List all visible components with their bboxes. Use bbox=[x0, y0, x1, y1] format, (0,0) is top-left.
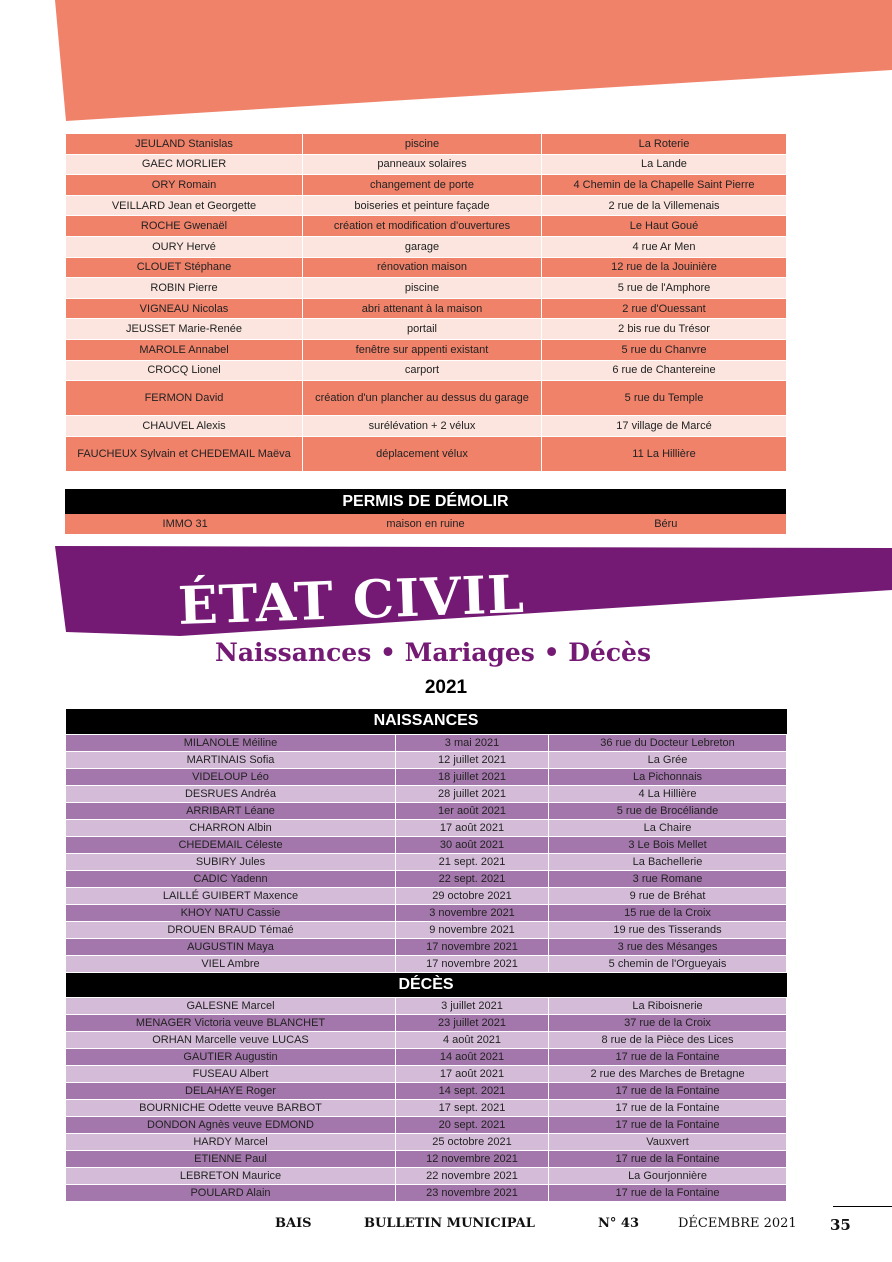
cell-name: BOURNICHE Odette veuve BARBOT bbox=[66, 1099, 396, 1116]
table-row bbox=[66, 154, 787, 175]
footer-date: DÉCEMBRE 2021 bbox=[678, 1216, 797, 1231]
cell-detail: 17 novembre 2021 bbox=[396, 955, 549, 972]
cell-address: 17 rue de la Fontaine bbox=[549, 1116, 787, 1133]
table-row bbox=[66, 836, 787, 853]
cell-detail: 3 juillet 2021 bbox=[396, 997, 549, 1014]
cell-detail: 23 juillet 2021 bbox=[396, 1014, 549, 1031]
cell-name: IMMO 31 bbox=[162, 518, 208, 530]
cell-address: 3 Le Bois Mellet bbox=[549, 836, 787, 853]
cell-address: 19 rue des Tisserands bbox=[549, 921, 787, 938]
table-row bbox=[66, 802, 787, 819]
table-row bbox=[66, 785, 787, 802]
cell-address: 2 rue d'Ouessant bbox=[542, 298, 787, 319]
permis-demolir-title: PERMIS DE DÉMOLIR bbox=[65, 489, 786, 514]
cell-detail: 25 octobre 2021 bbox=[396, 1133, 549, 1150]
cell-detail: fenêtre sur appenti existant bbox=[303, 339, 542, 360]
cell-address: 17 rue de la Fontaine bbox=[549, 1150, 787, 1167]
table-row bbox=[65, 514, 786, 534]
etat-civil-table bbox=[65, 709, 787, 1202]
cell-detail: 14 sept. 2021 bbox=[396, 1082, 549, 1099]
cell-address: 2 bis rue du Trésor bbox=[542, 319, 787, 340]
cell-name: CROCQ Lionel bbox=[66, 360, 303, 381]
table-row bbox=[66, 175, 787, 196]
cell-name: CHARRON Albin bbox=[66, 819, 396, 836]
cell-detail: changement de porte bbox=[303, 175, 542, 196]
naissances-header: NAISSANCES bbox=[66, 709, 787, 734]
table-row bbox=[66, 938, 787, 955]
cell-address: 2 rue des Marches de Bretagne bbox=[549, 1065, 787, 1082]
cell-address: 8 rue de la Pièce des Lices bbox=[549, 1031, 787, 1048]
cell-detail: 28 juillet 2021 bbox=[396, 785, 549, 802]
cell-address: 3 rue Romane bbox=[549, 870, 787, 887]
cell-address: Vauxvert bbox=[549, 1133, 787, 1150]
table-row bbox=[66, 997, 787, 1014]
cell-name: CHAUVEL Alexis bbox=[66, 416, 303, 437]
cell-detail: déplacement vélux bbox=[303, 436, 542, 471]
cell-detail: 23 novembre 2021 bbox=[396, 1184, 549, 1201]
cell-detail: piscine bbox=[303, 134, 542, 155]
cell-detail: 17 août 2021 bbox=[396, 1065, 549, 1082]
cell-detail: 17 novembre 2021 bbox=[396, 938, 549, 955]
cell-address: 5 chemin de l'Orgueyais bbox=[549, 955, 787, 972]
cell-name: MENAGER Victoria veuve BLANCHET bbox=[66, 1014, 396, 1031]
cell-address: 4 rue Ar Men bbox=[542, 236, 787, 257]
cell-name: AUGUSTIN Maya bbox=[66, 938, 396, 955]
table-row bbox=[66, 1014, 787, 1031]
cell-address: 5 rue de Brocéliande bbox=[549, 802, 787, 819]
cell-address: 5 rue de l'Amphore bbox=[542, 278, 787, 299]
cell-detail: 22 sept. 2021 bbox=[396, 870, 549, 887]
cell-detail: 12 juillet 2021 bbox=[396, 751, 549, 768]
cell-work: maison en ruine bbox=[386, 518, 465, 530]
cell-name: GALESNE Marcel bbox=[66, 997, 396, 1014]
cell-address: La Roterie bbox=[542, 134, 787, 155]
cell-address: 15 rue de la Croix bbox=[549, 904, 787, 921]
cell-name: MARTINAIS Sofia bbox=[66, 751, 396, 768]
cell-detail: 22 novembre 2021 bbox=[396, 1167, 549, 1184]
cell-address: Béru bbox=[654, 518, 678, 530]
table-row bbox=[66, 1082, 787, 1099]
cell-detail: garage bbox=[303, 236, 542, 257]
permis-demolir-section bbox=[65, 489, 786, 534]
table-row bbox=[66, 339, 787, 360]
cell-detail: 3 novembre 2021 bbox=[396, 904, 549, 921]
cell-detail: 21 sept. 2021 bbox=[396, 853, 549, 870]
table-row bbox=[66, 1031, 787, 1048]
table-row bbox=[66, 236, 787, 257]
table-row bbox=[66, 278, 787, 299]
cell-address: 17 village de Marcé bbox=[542, 416, 787, 437]
cell-address: La Bachellerie bbox=[549, 853, 787, 870]
cell-name: DROUEN BRAUD Témaé bbox=[66, 921, 396, 938]
table-row bbox=[66, 1184, 787, 1201]
cell-detail: carport bbox=[303, 360, 542, 381]
cell-name: JEULAND Stanislas bbox=[66, 134, 303, 155]
cell-detail: portail bbox=[303, 319, 542, 340]
cell-name: VIDELOUP Léo bbox=[66, 768, 396, 785]
footer-town: BAIS bbox=[275, 1216, 312, 1231]
cell-name: DELAHAYE Roger bbox=[66, 1082, 396, 1099]
table-row bbox=[66, 1048, 787, 1065]
cell-name: VIGNEAU Nicolas bbox=[66, 298, 303, 319]
cell-name: LAILLÉ GUIBERT Maxence bbox=[66, 887, 396, 904]
etat-civil-title: ÉTAT CIVIL bbox=[177, 563, 526, 638]
cell-detail: 14 août 2021 bbox=[396, 1048, 549, 1065]
table-row bbox=[66, 853, 787, 870]
deces-header: DÉCÈS bbox=[66, 972, 787, 997]
etat-civil-year: 2021 bbox=[424, 677, 468, 698]
table-row bbox=[66, 195, 787, 216]
table-row bbox=[66, 216, 787, 237]
cell-address: 17 rue de la Fontaine bbox=[549, 1184, 787, 1201]
cell-detail: abri attenant à la maison bbox=[303, 298, 542, 319]
table-row bbox=[66, 955, 787, 972]
table-row bbox=[66, 1150, 787, 1167]
cell-name: ROCHE Gwenaël bbox=[66, 216, 303, 237]
cell-address: 6 rue de Chantereine bbox=[542, 360, 787, 381]
etat-civil-subtitle: Naissances • Mariages • Décès bbox=[215, 638, 652, 667]
cell-detail: 1er août 2021 bbox=[396, 802, 549, 819]
cell-detail: 4 août 2021 bbox=[396, 1031, 549, 1048]
table-row bbox=[66, 1167, 787, 1184]
cell-name: VEILLARD Jean et Georgette bbox=[66, 195, 303, 216]
table-row bbox=[66, 298, 787, 319]
cell-detail: piscine bbox=[303, 278, 542, 299]
cell-address: 3 rue des Mésanges bbox=[549, 938, 787, 955]
cell-address: 12 rue de la Jouinière bbox=[542, 257, 787, 278]
footer-page-number: 35 bbox=[830, 1216, 851, 1234]
cell-name: ORHAN Marcelle veuve LUCAS bbox=[66, 1031, 396, 1048]
cell-name: FAUCHEUX Sylvain et CHEDEMAIL Maëva bbox=[66, 436, 303, 471]
cell-detail: 18 juillet 2021 bbox=[396, 768, 549, 785]
cell-address: 17 rue de la Fontaine bbox=[549, 1082, 787, 1099]
cell-name: HARDY Marcel bbox=[66, 1133, 396, 1150]
cell-name: JEUSSET Marie-Renée bbox=[66, 319, 303, 340]
cell-address: La Grée bbox=[549, 751, 787, 768]
cell-detail: création et modification d'ouvertures bbox=[303, 216, 542, 237]
cell-detail: rénovation maison bbox=[303, 257, 542, 278]
table-row bbox=[66, 734, 787, 751]
cell-name: ROBIN Pierre bbox=[66, 278, 303, 299]
cell-detail: 29 octobre 2021 bbox=[396, 887, 549, 904]
cell-detail: 30 août 2021 bbox=[396, 836, 549, 853]
cell-address: 9 rue de Bréhat bbox=[549, 887, 787, 904]
cell-name: SUBIRY Jules bbox=[66, 853, 396, 870]
cell-detail: surélévation + 2 vélux bbox=[303, 416, 542, 437]
cell-name: DONDON Agnès veuve EDMOND bbox=[66, 1116, 396, 1133]
cell-name: ETIENNE Paul bbox=[66, 1150, 396, 1167]
cell-address: 5 rue du Temple bbox=[542, 381, 787, 416]
cell-address: La Pichonnais bbox=[549, 768, 787, 785]
salmon-banner bbox=[55, 0, 892, 121]
cell-address: 11 La Hillière bbox=[542, 436, 787, 471]
footer-publication: BULLETIN MUNICIPAL bbox=[364, 1216, 535, 1231]
table-row bbox=[66, 319, 787, 340]
cell-address: La Gourjonnière bbox=[549, 1167, 787, 1184]
cell-detail: 9 novembre 2021 bbox=[396, 921, 549, 938]
cell-address: La Chaire bbox=[549, 819, 787, 836]
cell-name: MAROLE Annabel bbox=[66, 339, 303, 360]
footer-issue: N° 43 bbox=[598, 1216, 639, 1231]
table-row bbox=[66, 904, 787, 921]
cell-address: Le Haut Goué bbox=[542, 216, 787, 237]
cell-address: La Lande bbox=[542, 154, 787, 175]
table-row bbox=[66, 436, 787, 471]
cell-address: 4 Chemin de la Chapelle Saint Pierre bbox=[542, 175, 787, 196]
cell-address: La Riboisnerie bbox=[549, 997, 787, 1014]
cell-detail: création d'un plancher au dessus du garage bbox=[303, 381, 542, 416]
cell-name: POULARD Alain bbox=[66, 1184, 396, 1201]
cell-address: 37 rue de la Croix bbox=[549, 1014, 787, 1031]
table-row bbox=[66, 887, 787, 904]
table-row bbox=[66, 134, 787, 155]
cell-address: 17 rue de la Fontaine bbox=[549, 1099, 787, 1116]
cell-address: 5 rue du Chanvre bbox=[542, 339, 787, 360]
cell-name: CLOUET Stéphane bbox=[66, 257, 303, 278]
table-row bbox=[66, 1116, 787, 1133]
cell-name: ARRIBART Léane bbox=[66, 802, 396, 819]
cell-name: GAUTIER Augustin bbox=[66, 1048, 396, 1065]
cell-name: FERMON David bbox=[66, 381, 303, 416]
cell-detail: 17 sept. 2021 bbox=[396, 1099, 549, 1116]
cell-name: DESRUES Andréa bbox=[66, 785, 396, 802]
table-row bbox=[66, 381, 787, 416]
permis-construire-table bbox=[65, 133, 787, 472]
cell-detail: panneaux solaires bbox=[303, 154, 542, 175]
table-row bbox=[66, 768, 787, 785]
table-row bbox=[66, 1065, 787, 1082]
table-row bbox=[66, 1099, 787, 1116]
cell-name: LEBRETON Maurice bbox=[66, 1167, 396, 1184]
cell-name: CADIC Yadenn bbox=[66, 870, 396, 887]
cell-name: KHOY NATU Cassie bbox=[66, 904, 396, 921]
cell-address: 36 rue du Docteur Lebreton bbox=[549, 734, 787, 751]
table-row bbox=[66, 360, 787, 381]
cell-name: OURY Hervé bbox=[66, 236, 303, 257]
cell-detail: boiseries et peinture façade bbox=[303, 195, 542, 216]
table-row bbox=[66, 751, 787, 768]
cell-name: GAEC MORLIER bbox=[66, 154, 303, 175]
table-row bbox=[66, 921, 787, 938]
table-row bbox=[66, 257, 787, 278]
cell-name: VIEL Ambre bbox=[66, 955, 396, 972]
cell-detail: 12 novembre 2021 bbox=[396, 1150, 549, 1167]
table-row bbox=[66, 1133, 787, 1150]
cell-address: 17 rue de la Fontaine bbox=[549, 1048, 787, 1065]
cell-name: ORY Romain bbox=[66, 175, 303, 196]
cell-detail: 20 sept. 2021 bbox=[396, 1116, 549, 1133]
cell-name: MILANOLE Méiline bbox=[66, 734, 396, 751]
table-row bbox=[66, 819, 787, 836]
cell-detail: 3 mai 2021 bbox=[396, 734, 549, 751]
cell-address: 2 rue de la Villemenais bbox=[542, 195, 787, 216]
cell-address: 4 La Hillière bbox=[549, 785, 787, 802]
footer-rule bbox=[833, 1206, 892, 1207]
cell-detail: 17 août 2021 bbox=[396, 819, 549, 836]
cell-name: CHEDEMAIL Céleste bbox=[66, 836, 396, 853]
cell-name: FUSEAU Albert bbox=[66, 1065, 396, 1082]
table-row bbox=[66, 870, 787, 887]
table-row bbox=[66, 416, 787, 437]
